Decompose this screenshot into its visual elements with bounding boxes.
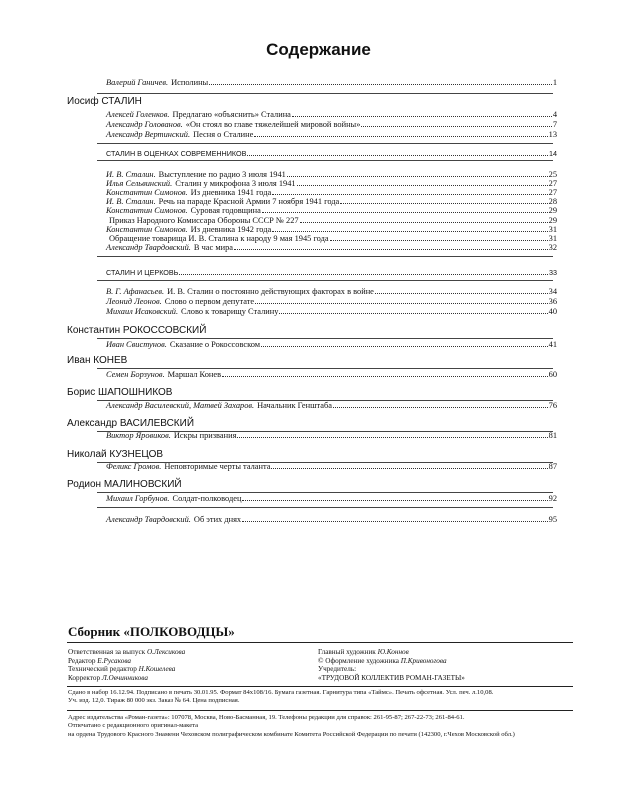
entry-title: Исполины bbox=[171, 78, 209, 87]
dot-leader bbox=[330, 240, 548, 241]
entry-author: Константин Симонов. bbox=[106, 225, 188, 234]
dot-leader bbox=[340, 203, 547, 204]
entry-title: Выступление по радио 3 июля 1941 bbox=[158, 170, 286, 179]
page-number: 13 bbox=[548, 130, 557, 139]
page-number: 31 bbox=[548, 234, 557, 243]
dot-leader bbox=[287, 176, 548, 177]
entry-title: Маршал Конев bbox=[167, 370, 222, 379]
entry-author: Валерий Ганичев. bbox=[106, 78, 169, 87]
dot-leader bbox=[222, 376, 548, 377]
entry-author: Феликс Громов. bbox=[106, 462, 162, 471]
print-line: Уч. изд. 12,0. Тираж 80 000 экз. Заказ № 64. Цена подписная. bbox=[68, 697, 240, 705]
section-heading-text: СТАЛИН И ЦЕРКОВЬ bbox=[106, 268, 179, 277]
dot-leader bbox=[297, 185, 548, 186]
page-number: 7 bbox=[552, 120, 557, 129]
group-underline bbox=[97, 492, 553, 493]
entry-author: Михаил Исаковский. bbox=[106, 307, 179, 316]
entry-author: Александр Твардовский. bbox=[106, 243, 191, 252]
toc-entry[interactable] bbox=[106, 515, 557, 525]
dot-leader bbox=[272, 231, 547, 232]
toc-entry[interactable] bbox=[106, 243, 557, 253]
section-heading-text: СТАЛИН В ОЦЕНКАХ СОВРЕМЕННИКОВ bbox=[106, 149, 247, 158]
page-number: 41 bbox=[548, 340, 557, 349]
publisher-address bbox=[68, 714, 515, 739]
page-number: 25 bbox=[548, 170, 557, 179]
page-number: 81 bbox=[548, 431, 557, 440]
toc-entry[interactable] bbox=[106, 297, 557, 307]
entry-title: Об этих днях bbox=[193, 515, 242, 524]
dot-leader bbox=[300, 222, 548, 223]
table-of-contents bbox=[0, 76, 637, 546]
toc-entry[interactable] bbox=[106, 206, 557, 216]
entry-author: Александр Василевский, Матвей Захаров. bbox=[106, 401, 255, 410]
toc-entry[interactable] bbox=[106, 431, 557, 441]
group-underline bbox=[97, 93, 553, 94]
entry-author: Михаил Горбунов. bbox=[106, 494, 170, 503]
print-details bbox=[68, 689, 493, 706]
address-line: Отпечатано с редакционного оригинал-макета bbox=[68, 722, 199, 730]
general-name: Иосиф СТАЛИН bbox=[67, 96, 142, 107]
page-number: 60 bbox=[548, 370, 557, 379]
group-underline bbox=[97, 160, 553, 161]
toc-entry[interactable] bbox=[106, 130, 557, 140]
group-underline bbox=[97, 143, 553, 144]
dot-leader bbox=[242, 521, 548, 522]
general-name: Борис ШАПОШНИКОВ bbox=[67, 387, 173, 398]
print-line: Сдано в набор 16.12.94. Подписано в печать 30.01.95. Формат 84х108/16. Бумага газетная. Гарнитура типа «Таймс». Печать офсетная. Усл. печ. л.10,08. bbox=[68, 689, 494, 696]
page-number: 28 bbox=[548, 197, 557, 206]
page-number: 1 bbox=[552, 78, 557, 87]
credit-line: «ТРУДОВОЙ КОЛЛЕКТИВ РОМАН-ГАЗЕТЫ» bbox=[318, 673, 465, 682]
credits-left bbox=[68, 648, 185, 682]
entry-title: Песня о Сталине bbox=[193, 130, 254, 139]
entry-title: Слово о первом депутате bbox=[164, 297, 255, 306]
entry-title: Обращение товарища И. В. Сталина к народу 9 мая 1945 года bbox=[109, 234, 329, 243]
entry-author: И. В. Сталин. bbox=[106, 197, 156, 206]
group-underline bbox=[97, 280, 553, 281]
page-number: 4 bbox=[552, 110, 557, 119]
toc-entry[interactable] bbox=[106, 110, 557, 120]
section-heading[interactable] bbox=[106, 268, 557, 278]
dot-leader bbox=[254, 136, 547, 137]
entry-title: Предлагаю «объяснить» Сталина bbox=[172, 110, 291, 119]
page-number: 29 bbox=[548, 216, 557, 225]
entry-title: Сталин у микрофона 3 июля 1941 bbox=[175, 179, 296, 188]
address-line: на ордена Трудового Красного Знамени Чеховском полиграфическом комбинате Комитета Российской Федерации по печати (142300, г.Чехов Московской обл.) bbox=[68, 730, 515, 738]
entry-title: Солдат-полководец bbox=[172, 494, 242, 503]
dot-leader bbox=[179, 274, 548, 275]
page-number: 32 bbox=[548, 243, 557, 252]
dot-leader bbox=[272, 194, 547, 195]
section-heading[interactable] bbox=[106, 149, 557, 159]
dot-leader bbox=[255, 303, 548, 304]
entry-title: Приказ Народного Комиссара Обороны СССР № 227 bbox=[109, 216, 299, 225]
entry-author: Виктор Яровиков. bbox=[106, 431, 171, 440]
general-name: Иван КОНЕВ bbox=[67, 355, 128, 366]
dot-leader bbox=[271, 468, 547, 469]
toc-entry[interactable] bbox=[106, 78, 557, 88]
general-name: Константин РОКОССОВСКИЙ bbox=[67, 325, 207, 336]
dot-leader bbox=[279, 313, 547, 314]
dot-leader bbox=[242, 500, 547, 501]
toc-entry[interactable] bbox=[106, 370, 557, 380]
page-number: 36 bbox=[548, 297, 557, 306]
general-name: Николай КУЗНЕЦОВ bbox=[67, 449, 164, 460]
imprint-divider bbox=[67, 642, 573, 643]
toc-entry[interactable] bbox=[106, 287, 557, 297]
dot-leader bbox=[234, 249, 548, 250]
address-line: Адрес издательства «Роман-газета»: 107078, Москва, Ново-Басманная, 19. Телефоны редакции для справок: 261-95-87; 267-22-73; 261-84-61. bbox=[68, 714, 465, 721]
entry-author: Семен Борзунов. bbox=[106, 370, 165, 379]
dot-leader bbox=[237, 437, 547, 438]
group-underline bbox=[97, 507, 553, 508]
page-number: 87 bbox=[548, 462, 557, 471]
page-number: 31 bbox=[548, 225, 557, 234]
page-number: 27 bbox=[548, 188, 557, 197]
credit-line: Главный художник Ю.Коннов bbox=[318, 648, 409, 656]
entry-author: Александр Голованов. bbox=[106, 120, 183, 129]
toc-entry[interactable] bbox=[106, 494, 557, 504]
entry-title: «Он стоял во главе тяжелейшей мировой войны» bbox=[185, 120, 361, 129]
page-number: 14 bbox=[549, 149, 557, 158]
credit-line: Корректор Л.Овчинникова bbox=[68, 673, 148, 682]
entry-title: Из дневника 1941 года bbox=[190, 188, 272, 197]
dot-leader bbox=[262, 212, 548, 213]
credit-line: Учредитель: bbox=[318, 665, 357, 674]
page-number: 29 bbox=[548, 206, 557, 215]
page-number: 27 bbox=[548, 179, 557, 188]
entry-author: Иван Свистунов. bbox=[106, 340, 167, 349]
group-underline bbox=[97, 368, 553, 369]
entry-author: И. В. Сталин. bbox=[106, 170, 156, 179]
credit-line: Технический редактор Н.Кошелева bbox=[68, 665, 176, 674]
group-underline bbox=[97, 338, 553, 339]
page-number: 40 bbox=[548, 307, 557, 316]
entry-author: Леонид Леонов. bbox=[106, 297, 162, 306]
page-number: 33 bbox=[549, 268, 557, 277]
entry-title: Начальник Генштаба bbox=[257, 401, 332, 410]
credit-line: Ответственная за выпуск О.Лексикова bbox=[68, 648, 186, 656]
entry-title: Из дневника 1942 года bbox=[190, 225, 272, 234]
entry-title: И. В. Сталин о постоянно действующих факторах в войне bbox=[167, 287, 374, 296]
toc-entry[interactable] bbox=[106, 401, 557, 411]
toc-entry[interactable] bbox=[106, 462, 557, 472]
credit-line: © Оформление художника П.Кривоногова bbox=[318, 656, 447, 665]
entry-author: В. Г. Афанасьев. bbox=[106, 287, 165, 296]
dot-leader bbox=[333, 407, 548, 408]
group-underline bbox=[97, 256, 553, 257]
dot-leader bbox=[361, 126, 551, 127]
page-number: 92 bbox=[548, 494, 557, 503]
dot-leader bbox=[375, 293, 548, 294]
entry-title: Слово к товарищу Сталину bbox=[181, 307, 279, 316]
entry-title: В час мира bbox=[193, 243, 234, 252]
page-number: 76 bbox=[548, 401, 557, 410]
dot-leader bbox=[209, 84, 552, 85]
entry-author: Константин Симонов. bbox=[106, 188, 188, 197]
entry-title: Речь на параде Красной Армии 7 ноября 1941 года bbox=[158, 197, 340, 206]
entry-title: Искры призвания bbox=[173, 431, 237, 440]
page-number: 34 bbox=[548, 287, 557, 296]
toc-entry[interactable] bbox=[106, 340, 557, 350]
entry-title: Суровая годовщина bbox=[190, 206, 261, 215]
page-number: 95 bbox=[548, 515, 557, 524]
page-title: Содержание bbox=[266, 40, 371, 59]
toc-entry[interactable] bbox=[106, 120, 557, 130]
entry-author: Илья Сельвинский. bbox=[106, 179, 173, 188]
entry-author: Алексей Голенков. bbox=[106, 110, 170, 119]
entry-author: Александр Твардовский. bbox=[106, 515, 191, 524]
entry-title: Неповторимые черты таланта bbox=[164, 462, 271, 471]
dot-leader bbox=[247, 155, 548, 156]
entry-title: Сказание о Рокоссовском bbox=[169, 340, 261, 349]
general-name: Родион МАЛИНОВСКИЙ bbox=[67, 479, 182, 490]
credits-right bbox=[318, 648, 465, 682]
collection-title: Сборник «ПОЛКОВОДЦЫ» bbox=[68, 624, 235, 639]
credit-line: Редактор Е.Русакова bbox=[68, 656, 131, 665]
imprint-divider bbox=[67, 686, 573, 687]
imprint-divider bbox=[67, 710, 573, 711]
entry-author: Александр Вертинский. bbox=[106, 130, 191, 139]
dot-leader bbox=[292, 116, 552, 117]
dot-leader bbox=[261, 346, 548, 347]
toc-entry[interactable] bbox=[106, 307, 557, 317]
general-name: Александр ВАСИЛЕВСКИЙ bbox=[67, 418, 195, 429]
entry-author: Константин Симонов. bbox=[106, 206, 188, 215]
